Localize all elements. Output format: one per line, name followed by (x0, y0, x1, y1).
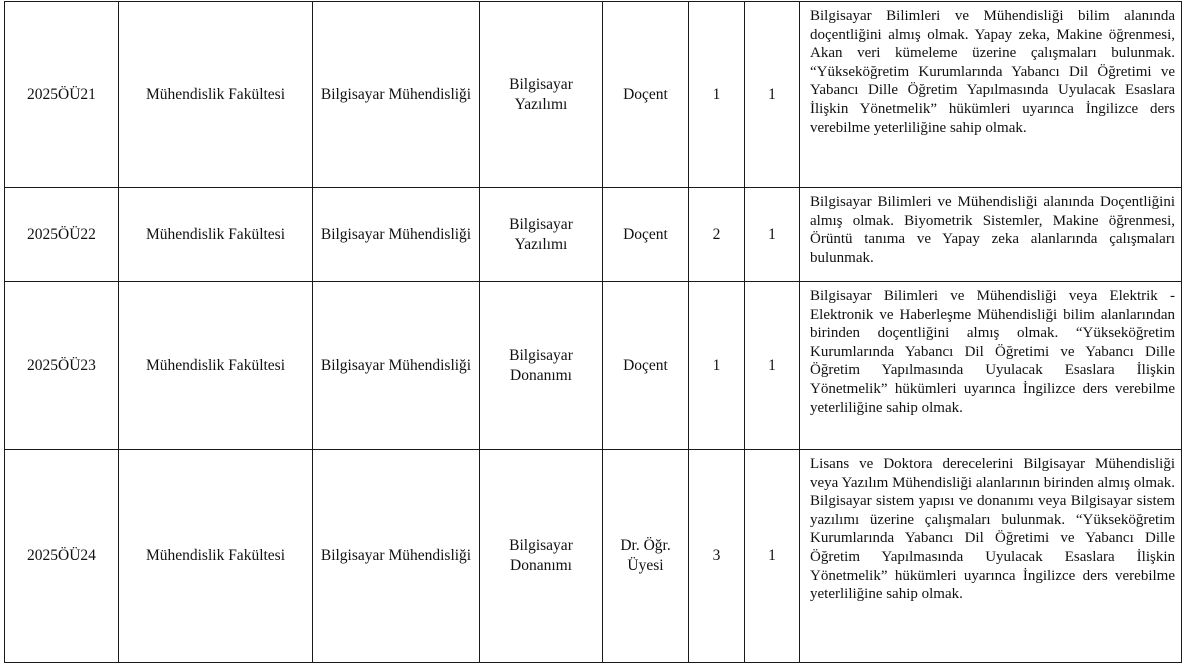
program-cell: Bilgisayar Yazılımı (480, 188, 603, 282)
position-code-cell: 2025ÖÜ23 (5, 282, 119, 450)
requirements-cell: Lisans ve Doktora derecelerini Bilgisayar Mühendisliği veya Yazılım Mühendisliği alanlarının birinden almış olmak. Bilgisayar sistem yapısı ve donanımı veya Bilgisayar sistem yazılımı üzerine çalışmaları bulunmak. “Yükseköğretim Kurumlarında Yabancı Dil Öğretimi ve Yabancı Dille Öğretim Yapılmasında Uyulacak Esaslara İlişkin Yönetmelik” hükümleri uyarınca İngilizce ders verebilme yeterliliğine sahip olmak. (800, 450, 1182, 663)
academic-title-cell: Doçent (603, 2, 689, 188)
department-cell: Bilgisayar Mühendisliği (313, 2, 480, 188)
faculty-cell: Mühendislik Fakültesi (119, 188, 313, 282)
department-cell: Bilgisayar Mühendisliği (313, 450, 480, 663)
requirements-cell: Bilgisayar Bilimleri ve Mühendisliği bilim alanında doçentliğini almış olmak. Yapay zeka, Makine öğrenmesi, Akan veri kümeleme üzerine çalışmaları bulunmak. “Yükseköğretim Kurumlarında Yabancı Dil Öğretimi ve Yabancı Dille Öğretim Yapılmasında Uyulacak Esaslara İlişkin Yönetmelik” hükümleri uyarınca İngilizce ders verebilme yeterliliğine sahip olmak. (800, 2, 1182, 188)
quota-cell: 1 (745, 188, 800, 282)
level-cell: 2 (689, 188, 745, 282)
position-code-cell: 2025ÖÜ21 (5, 2, 119, 188)
position-code-cell: 2025ÖÜ24 (5, 450, 119, 663)
level-cell: 1 (689, 282, 745, 450)
quota-cell: 1 (745, 450, 800, 663)
table-row (5, 282, 1182, 450)
quota-cell: 1 (745, 282, 800, 450)
faculty-positions-table (4, 1, 1182, 663)
table-row (5, 2, 1182, 188)
position-code-cell: 2025ÖÜ22 (5, 188, 119, 282)
program-cell: Bilgisayar Yazılımı (480, 2, 603, 188)
academic-title-cell: Dr. Öğr. Üyesi (603, 450, 689, 663)
table-row (5, 188, 1182, 282)
faculty-cell: Mühendislik Fakültesi (119, 282, 313, 450)
academic-title-cell: Doçent (603, 188, 689, 282)
requirements-cell: Bilgisayar Bilimleri ve Mühendisliği alanında Doçentliğini almış olmak. Biyometrik Sistemler, Makine öğrenmesi, Örüntü tanıma ve Yapay zeka alanlarında çalışmaları bulunmak. (800, 188, 1182, 282)
department-cell: Bilgisayar Mühendisliği (313, 282, 480, 450)
faculty-cell: Mühendislik Fakültesi (119, 2, 313, 188)
program-cell: Bilgisayar Donanımı (480, 282, 603, 450)
level-cell: 3 (689, 450, 745, 663)
level-cell: 1 (689, 2, 745, 188)
academic-title-cell: Doçent (603, 282, 689, 450)
department-cell: Bilgisayar Mühendisliği (313, 188, 480, 282)
program-cell: Bilgisayar Donanımı (480, 450, 603, 663)
faculty-cell: Mühendislik Fakültesi (119, 450, 313, 663)
quota-cell: 1 (745, 2, 800, 188)
table-row (5, 450, 1182, 663)
requirements-cell: Bilgisayar Bilimleri ve Mühendisliği veya Elektrik -Elektronik ve Haberleşme Mühendisliği bilim alanlarından birinden doçentliğini almış olmak. “Yükseköğretim Kurumlarında Yabancı Dil Öğretimi ve Yabancı Dille Öğretim Yapılmasında Uyulacak Esaslara İlişkin Yönetmelik” hükümleri uyarınca İngilizce ders verebilme yeterliliğine sahip olmak. (800, 282, 1182, 450)
